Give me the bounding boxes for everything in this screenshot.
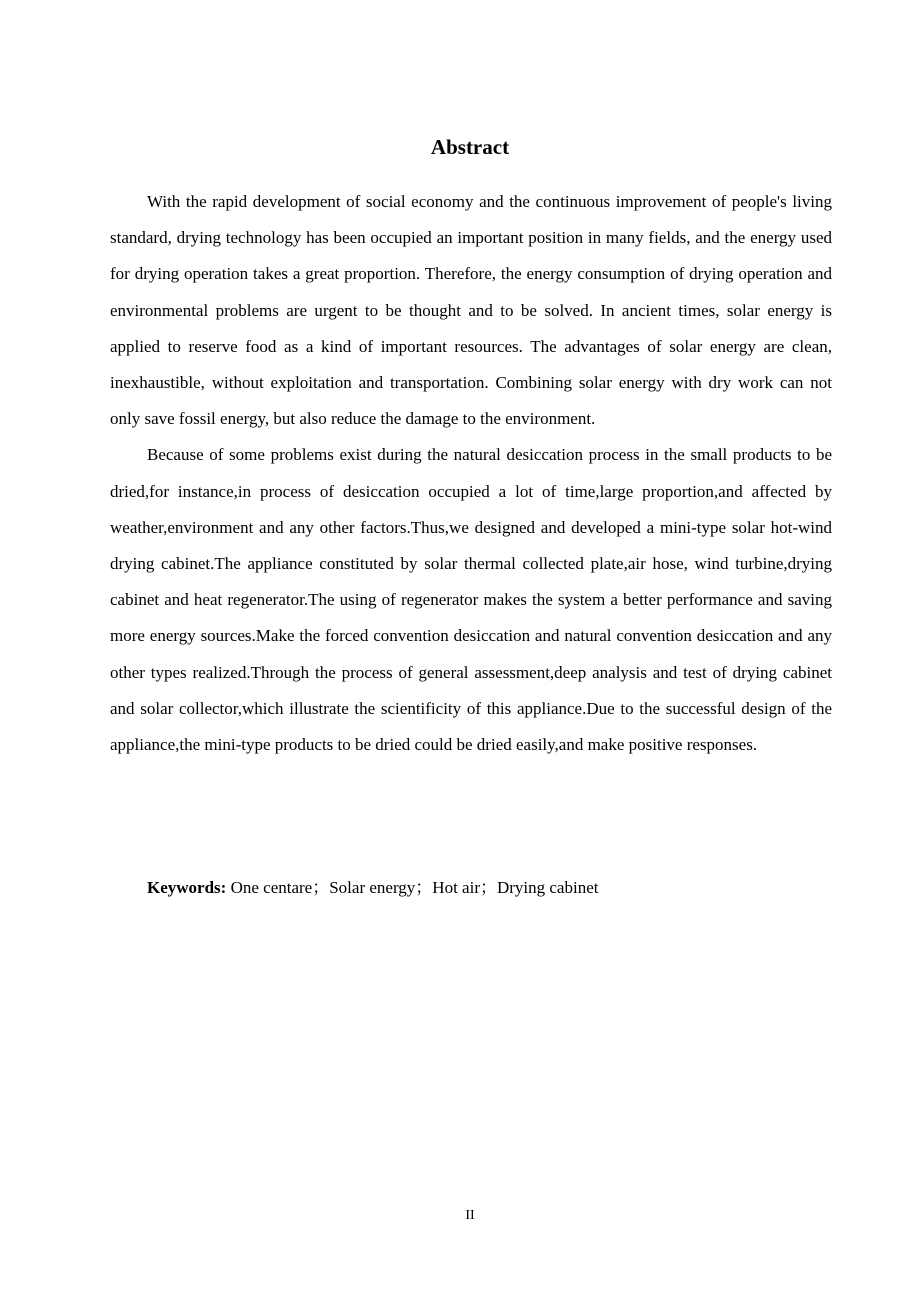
abstract-body	[110, 184, 832, 763]
keywords-list: One centare；Solar energy；Hot air；Drying cabinet	[226, 878, 599, 897]
page-number: II	[465, 1208, 475, 1223]
abstract-title: Abstract	[430, 135, 510, 159]
keywords-line	[147, 870, 598, 906]
abstract-paragraph-1: With the rapid development of social economy and the continuous improvement of people's living standard, drying technology has been occupied an important position in many fields, and the energy used for drying operation takes a great proportion. Therefore, the energy consumption of drying operation and environmental problems are urgent to be thought and to be solved. In ancient times, solar energy is applied to reserve food as a kind of important resources. The advantages of solar energy are clean, inexhaustible, without exploitation and transportation. Combining solar energy with dry work can not only save fossil energy, but also reduce the damage to the environment.	[110, 192, 832, 429]
abstract-paragraph-2: Because of some problems exist during the natural desiccation process in the small products to be dried,for instance,in process of desiccation occupied a lot of time,large proportion,and affected by weather,environment and any other factors.Thus,we designed and developed a mini-type solar hot-wind drying cabinet.The appliance constituted by solar thermal collected plate,air hose, wind turbine,drying cabinet and heat regenerator.The using of regenerator makes the system a better performance and saving more energy sources.Make the forced convention desiccation and natural convention desiccation and any other types realized.Through the process of general assessment,deep analysis and test of drying cabinet and solar collector,which illustrate the scientificity of this appliance.Due to the successful design of the appliance,the mini-type products to be dried could be dried easily,and make positive responses.	[110, 445, 832, 755]
keywords-label: Keywords:	[147, 878, 227, 897]
